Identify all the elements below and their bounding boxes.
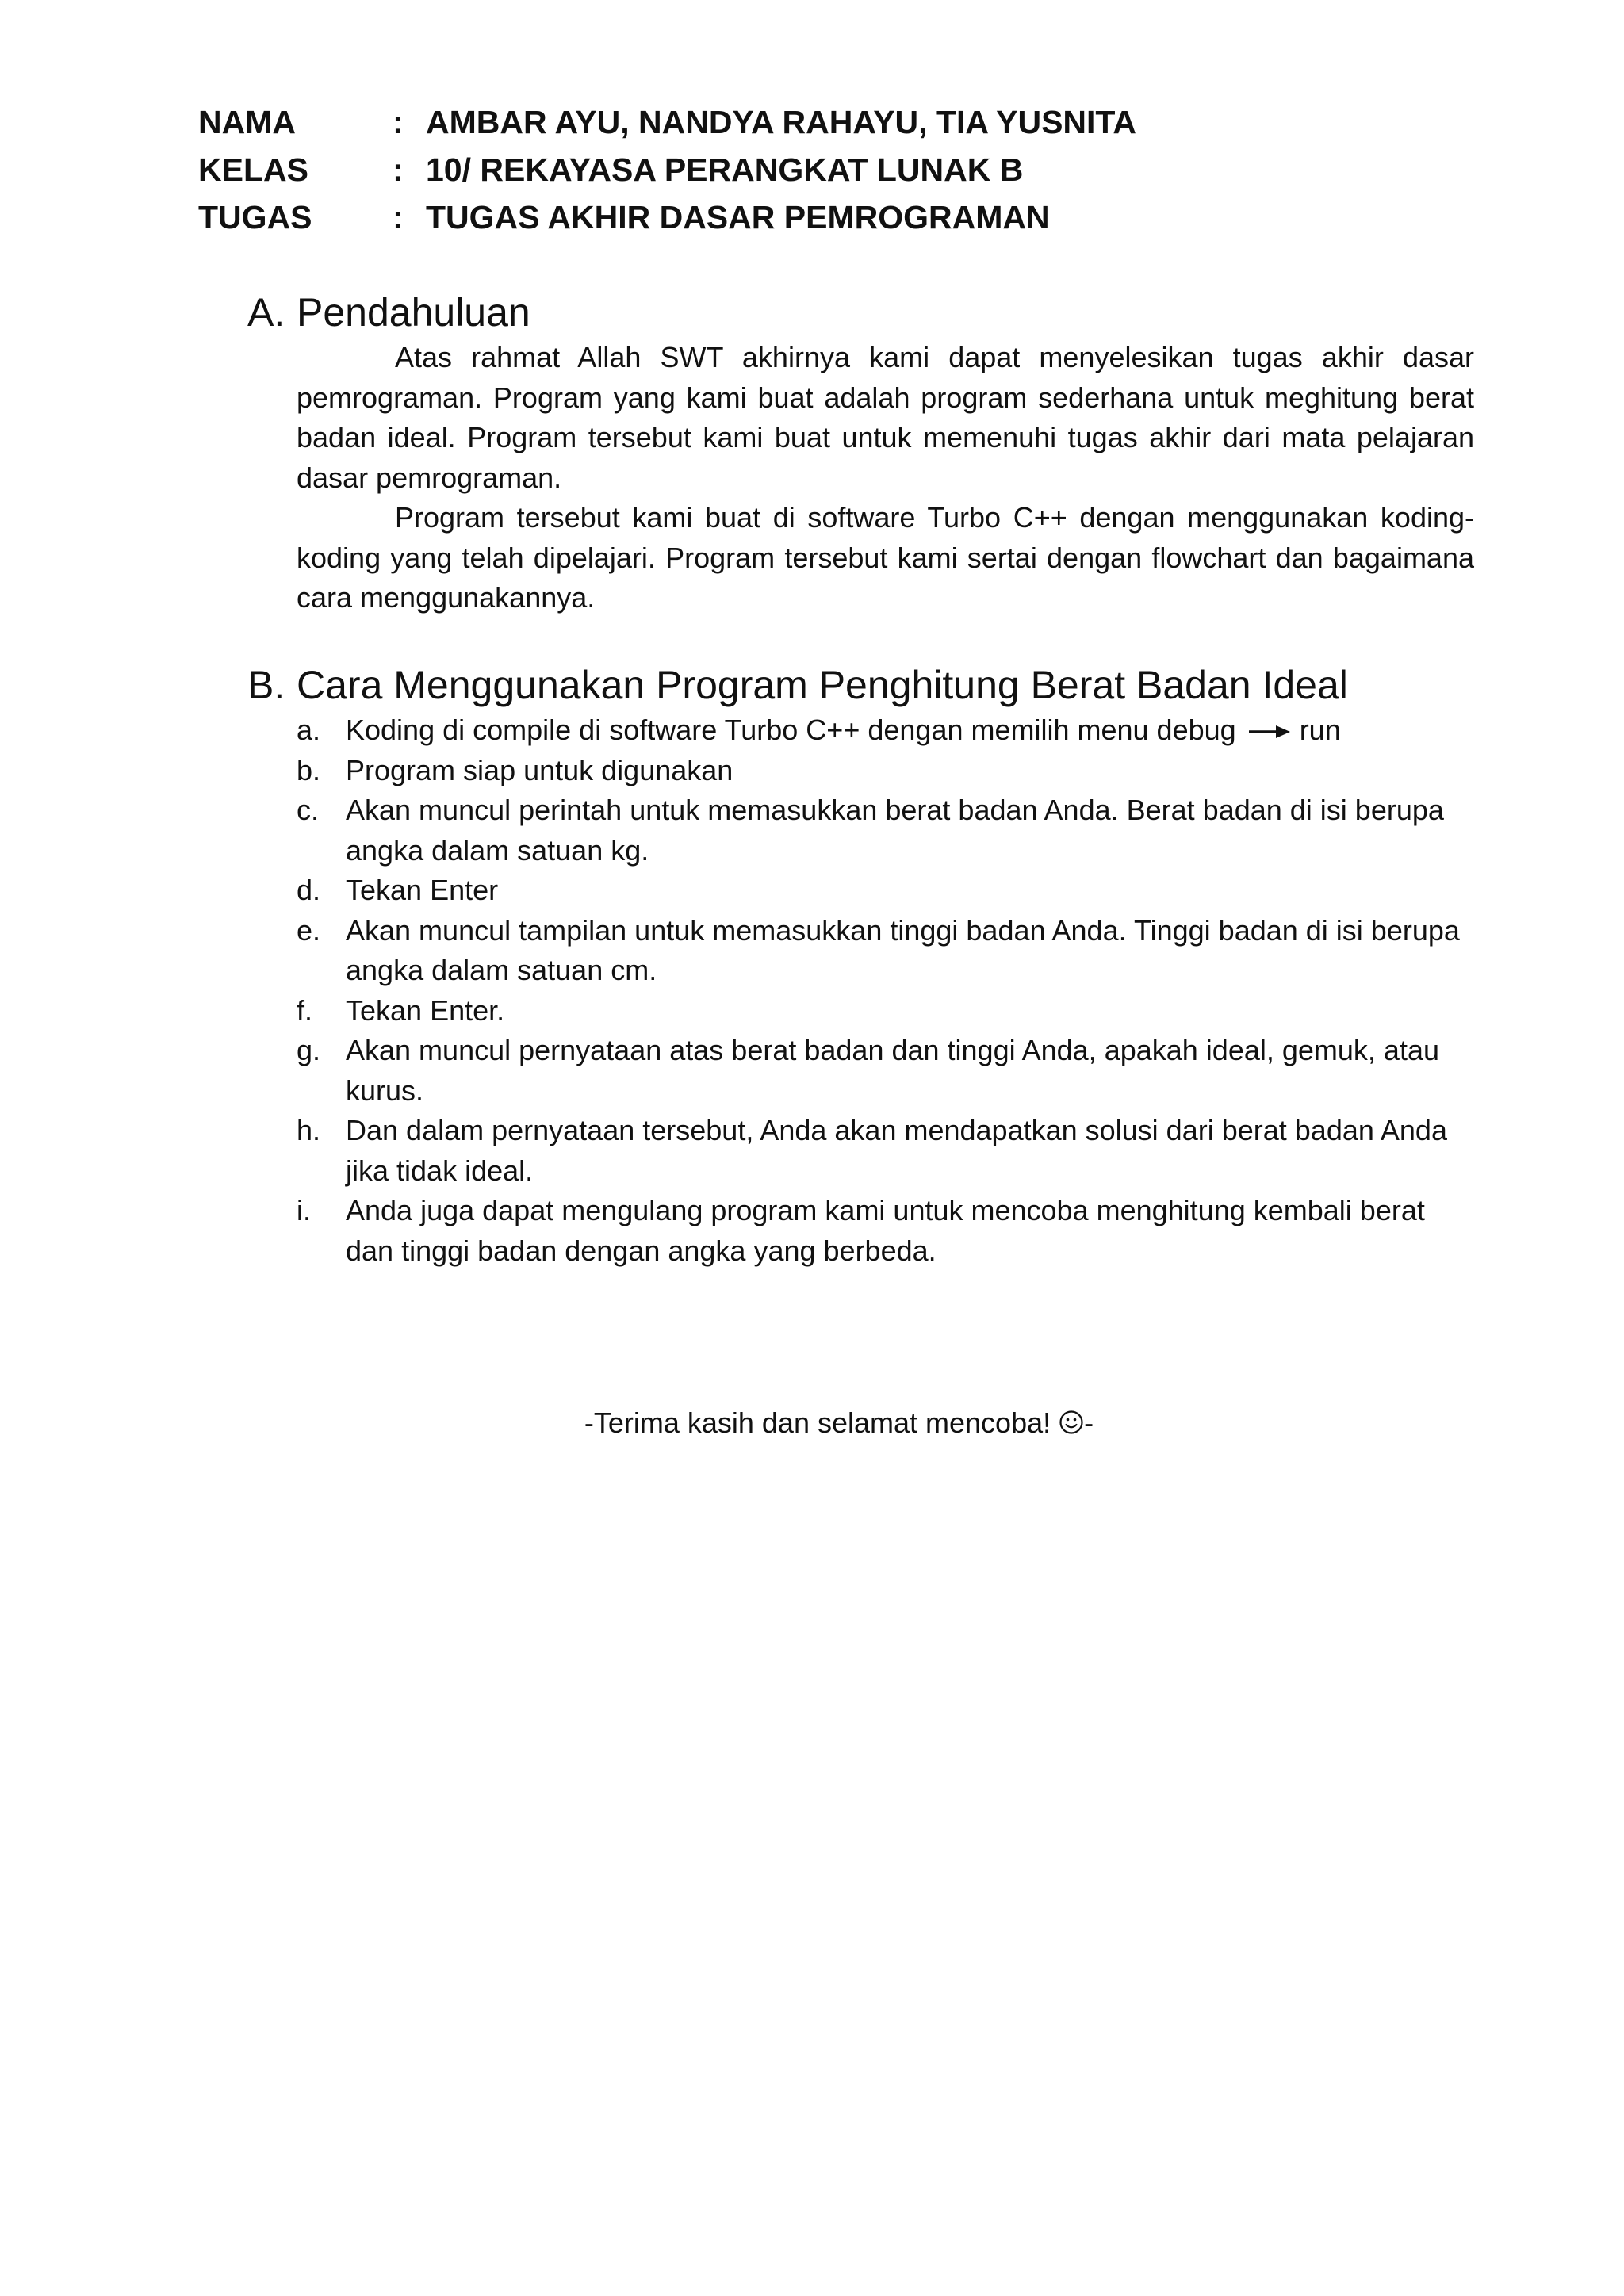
list-item [297,871,1475,911]
closing-text: -Terima kasih dan selamat mencoba! [584,1406,1051,1439]
header-colon: : [393,104,404,140]
list-item [297,751,1475,791]
section-title: Cara Menggunakan Program Penghitung Berat Badan Ideal [297,663,1348,707]
step-letter: g. [297,1034,321,1066]
header-label: NAMA [198,104,296,140]
header-colon: : [393,199,404,235]
list-item [297,790,1475,871]
smiley-face-icon [1059,1410,1084,1435]
step-text: Tekan Enter. [346,993,505,1027]
step-text: Anda juga dapat mengulang program kami untuk mencoba menghitung kembali berat dan tinggi badan dengan angka yang berbeda. [346,1194,1425,1267]
list-item [297,1111,1475,1191]
step-letter: h. [297,1114,321,1146]
header-colon: : [393,151,404,188]
section-heading [247,660,1475,710]
step-letter: i. [297,1194,311,1226]
section-pendahuluan [247,287,1475,618]
closing-dash: - [1084,1406,1094,1439]
section-cara-menggunakan [247,660,1475,1271]
step-text: Akan muncul perintah untuk memasukkan berat badan Anda. Berat badan di isi berupa angka dalam satuan kg. [346,794,1444,867]
section-letter: A. [247,290,285,335]
step-letter: c. [297,794,320,826]
step-letter: a. [297,714,321,746]
header-row-tugas [198,193,1467,241]
step-text [346,710,1475,751]
step-text: Akan muncul pernyataan atas berat badan dan tinggi Anda, apakah ideal, gemuk, atau kurus. [346,1034,1439,1107]
step-letter: d. [297,874,321,906]
steps-list [247,710,1475,1271]
step-text: Akan muncul tampilan untuk memasukkan tinggi badan Anda. Tinggi badan di isi berupa angka dalam satuan cm. [346,913,1460,986]
step-text-after: run [1299,714,1341,746]
header-row-nama [198,98,1467,146]
header-row-kelas [198,146,1467,193]
header-value: AMBAR AYU, NANDYA RAHAYU, TIA YUSNITA [426,104,1137,140]
step-letter: b. [297,753,321,786]
right-arrow-icon [1247,722,1292,741]
section-letter: B. [247,663,285,707]
step-text: Tekan Enter [346,874,499,906]
section-title: Pendahuluan [297,290,530,335]
document-header [198,98,1467,241]
header-value: 10/ REKAYASA PERANGKAT LUNAK B [426,151,1024,188]
list-item [297,911,1475,991]
header-label: KELAS [198,151,308,188]
paragraph: Program tersebut kami buat di software Turbo C++ dengan menggunakan koding-koding yang telah dipelajari. Program tersebut kami sertai dengan flowchart dan bagaimana cara menggunakannya. [297,501,1474,614]
list-item [297,1191,1475,1271]
step-letter: f. [297,993,313,1027]
paragraph: Atas rahmat Allah SWT akhirnya kami dapat menyelesikan tugas akhir dasar pemrograman. Program yang kami buat adalah program sederhana untuk meghitung berat badan ideal. Program tersebut kami buat untuk memenuhi tugas akhir dari mata pelajaran dasar pemrograman. [297,341,1474,494]
step-text: Program siap untuk digunakan [346,753,733,786]
closing-line [0,1403,1624,1443]
header-value: TUGAS AKHIR DASAR PEMROGRAMAN [426,199,1050,235]
step-letter: e. [297,913,321,947]
section-heading [247,287,1475,338]
step-text: Dan dalam pernyataan tersebut, Anda akan mendapatkan solusi dari berat badan Anda jika tidak ideal. [346,1114,1447,1187]
list-item [297,1031,1475,1111]
step-text-before: Koding di compile di software Turbo C++ dengan memilih menu debug [346,714,1236,746]
header-label: TUGAS [198,199,312,235]
list-item [297,991,1475,1031]
list-item [297,710,1475,751]
